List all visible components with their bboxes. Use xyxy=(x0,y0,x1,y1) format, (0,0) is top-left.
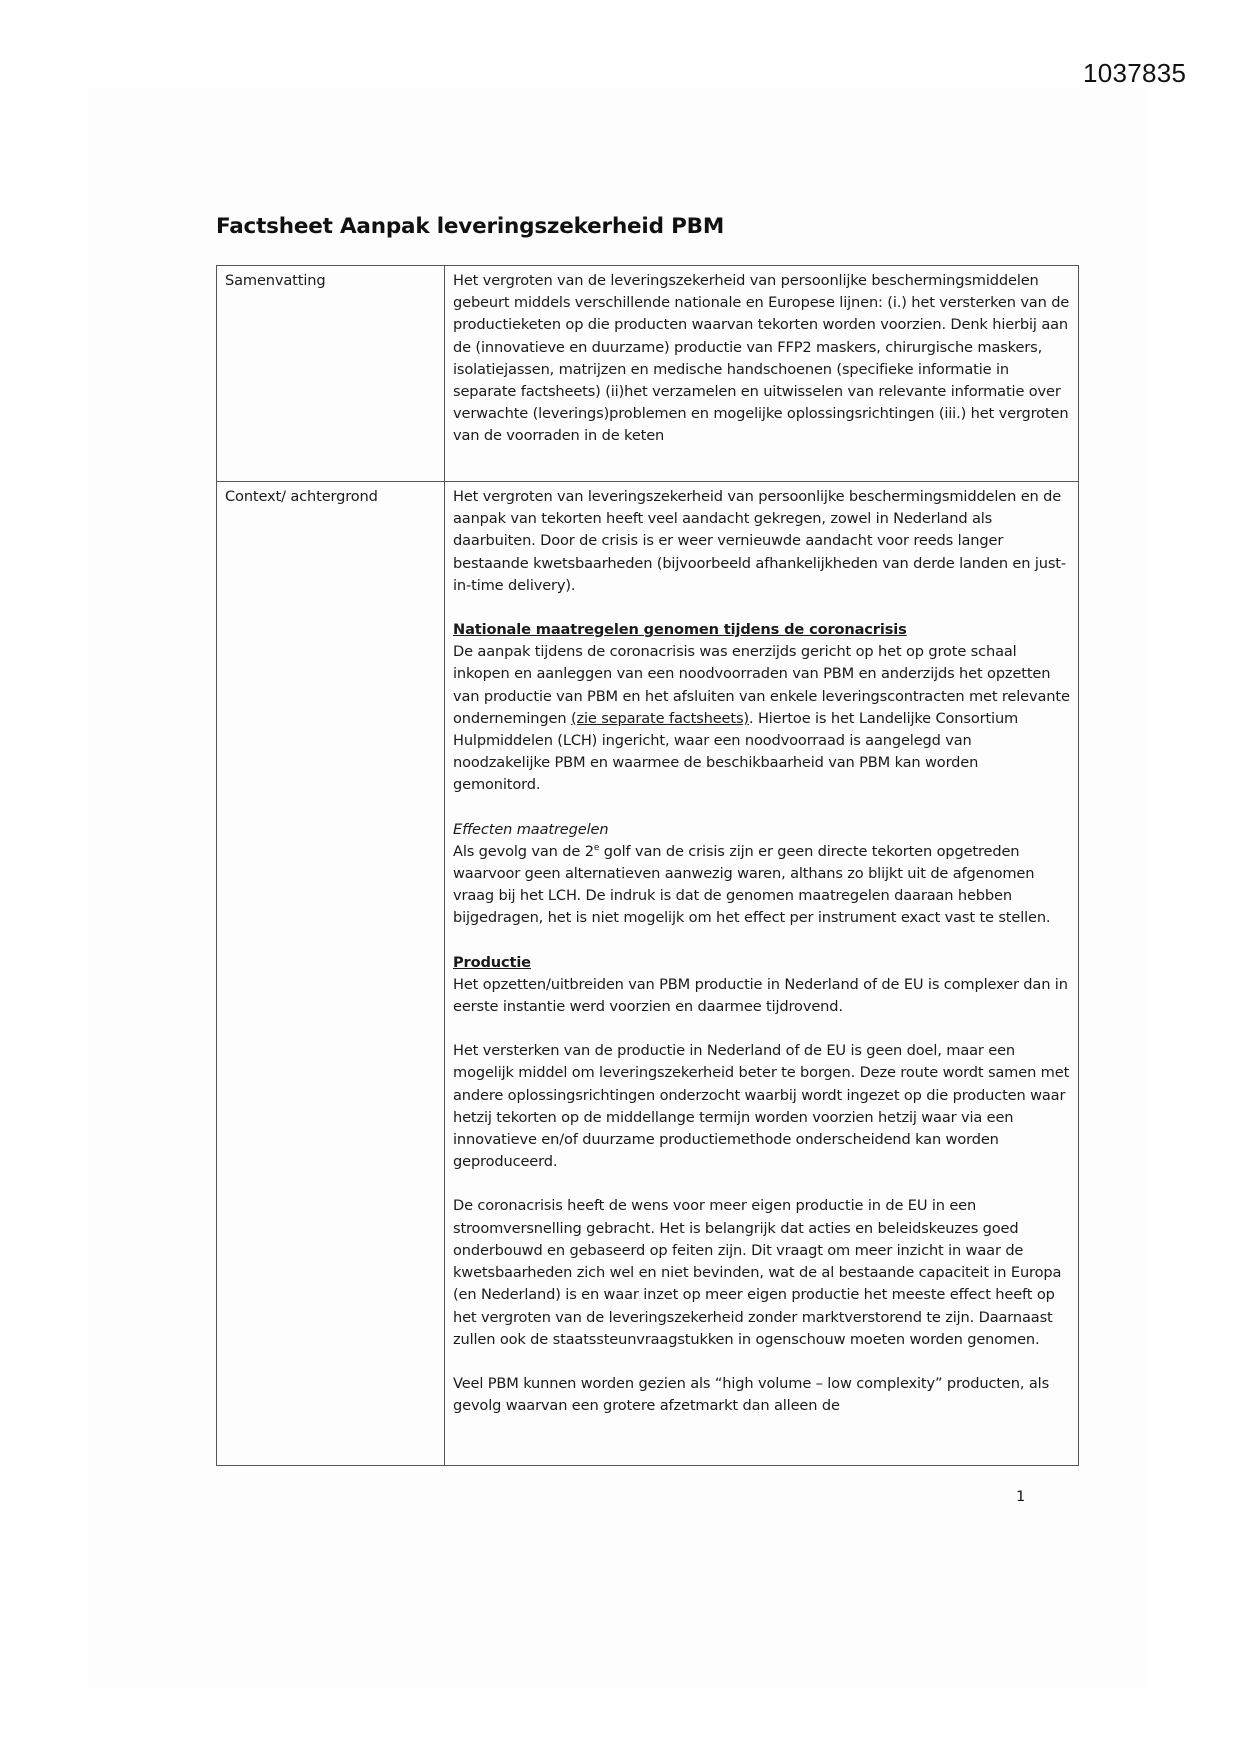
section-effects xyxy=(453,819,1070,930)
ordinal-superscript: e xyxy=(593,842,600,853)
context-intro: Het vergroten van leveringszekerheid van persoonlijke beschermingsmiddelen en de aanpak van tekorten heeft veel aandacht gekregen, zowel in Nederland als daarbuiten. Door de crisis is er weer vernieuwde aandacht voor reeds langer bestaande kwetsbaarheden (bijvoorbeeld afhankelijkheden van derde landen en just-in-time delivery). xyxy=(453,488,1066,594)
summary-text: Het vergroten van de leveringszekerheid van persoonlijke beschermingsmiddelen gebeurt middels verschillende nationale en Europese lijnen: (i.) het versterken van de productieketen op die producten waarvan tekorten worden voorzien. Denk hierbij aan de (innovatieve en duurzame) productie van FFP2 maskers, chirurgische maskers, isolatiejassen, matrijzen en medische handschoenen (specifieke informatie in separate factsheets) (ii)het verzamelen en uitwisselen van relevante informatie over verwachte (leverings)problemen en mogelijke oplossingsrichtingen (iii.) het vergroten van de voorraden in de keten xyxy=(453,272,1070,445)
national-text-before: De aanpak tijdens de coronacrisis was enerzijds gericht op het op grote schaal inkopen en aanleggen van een noodvoorraden van PBM en anderzijds het opzetten van productie van PBM en het afsluiten van enkele leveringscontracten met relevante ondernemingen xyxy=(453,643,1070,727)
section-national xyxy=(453,619,1070,797)
section-production xyxy=(453,952,1070,1019)
effects-text-after: golf van de crisis zijn er geen directe tekorten opgetreden waarvoor geen alternatieven aanwezig waren, althans zo blijkt uit de afgenomen vraag bij het LCH. De indruk is dat de genomen maatregelen daaraan hebben bijgedragen, het is niet mogelijk om het effect per instrument exact vast te stellen. xyxy=(453,842,1051,927)
table-row-context xyxy=(217,482,1079,1466)
factsheet-table xyxy=(216,265,1079,1466)
page-title: Factsheet Aanpak leveringszekerheid PBM xyxy=(216,214,725,239)
effects-text-before: Als gevolg van de 2 xyxy=(453,842,594,860)
section-heading-production: Productie xyxy=(453,953,531,971)
page-number: 1 xyxy=(1016,1488,1026,1505)
production-paragraph-2: Het versterken van de productie in Nederland of de EU is geen doel, maar een mogelijk middel om leveringszekerheid beter te borgen. Deze route wordt samen met andere oplossingsrichtingen onderzocht waarbij wordt ingezet op die producten waar hetzij tekorten op de middellange termijn worden voorzien hetzij waar via een innovatieve en/of duurzame productiemethode onderscheidend kan worden geproduceerd. xyxy=(453,1042,1070,1171)
section-heading-national: Nationale maatregelen genomen tijdens de coronacrisis xyxy=(453,621,907,639)
row-label-context: Context/ achtergrond xyxy=(217,482,445,1466)
production-paragraph-1: Het opzetten/uitbreiden van PBM productie in Nederland of de EU is complexer dan in eerste instantie werd voorzien en daarmee tijdrovend. xyxy=(453,975,1068,1016)
production-paragraph-3: De coronacrisis heeft de wens voor meer eigen productie in de EU in een stroomversnelling gebracht. Het is belangrijk dat acties en beleidskeuzes goed onderbouwd en gebaseerd op feiten zijn. Dit vraagt om meer inzicht in waar de kwetsbaarheden zich wel en niet bevinden, wat de al bestaande capaciteit in Europa (en Nederland) is en waar inzet op meer eigen productie het meeste effect heeft op het vergroten van de leveringszekerheid zonder marktverstorend te zijn. Daarnaast zullen ook de staatssteunvraagstukken in ogenschouw moeten worden genomen. xyxy=(453,1197,1062,1348)
table-row-summary xyxy=(217,266,1079,482)
row-label-summary: Samenvatting xyxy=(217,266,445,482)
national-text-after: . Hiertoe is het Landelijke Consortium Hulpmiddelen (LCH) ingericht, waar een noodvoorraad is aangelegd van noodzakelijke PBM en waarmee de beschikbaarheid van PBM kan worden gemonitord. xyxy=(453,709,1019,794)
section-heading-effects: Effecten maatregelen xyxy=(453,820,609,838)
document-id: 1037835 xyxy=(1083,58,1187,88)
row-content-summary xyxy=(445,266,1079,482)
production-paragraph-4: Veel PBM kunnen worden gezien als “high volume – low complexity” producten, als gevolg waarvan een grotere afzetmarkt dan alleen de xyxy=(453,1374,1050,1415)
row-content-context xyxy=(445,482,1079,1466)
separate-factsheets-link[interactable]: (zie separate factsheets) xyxy=(570,709,749,727)
